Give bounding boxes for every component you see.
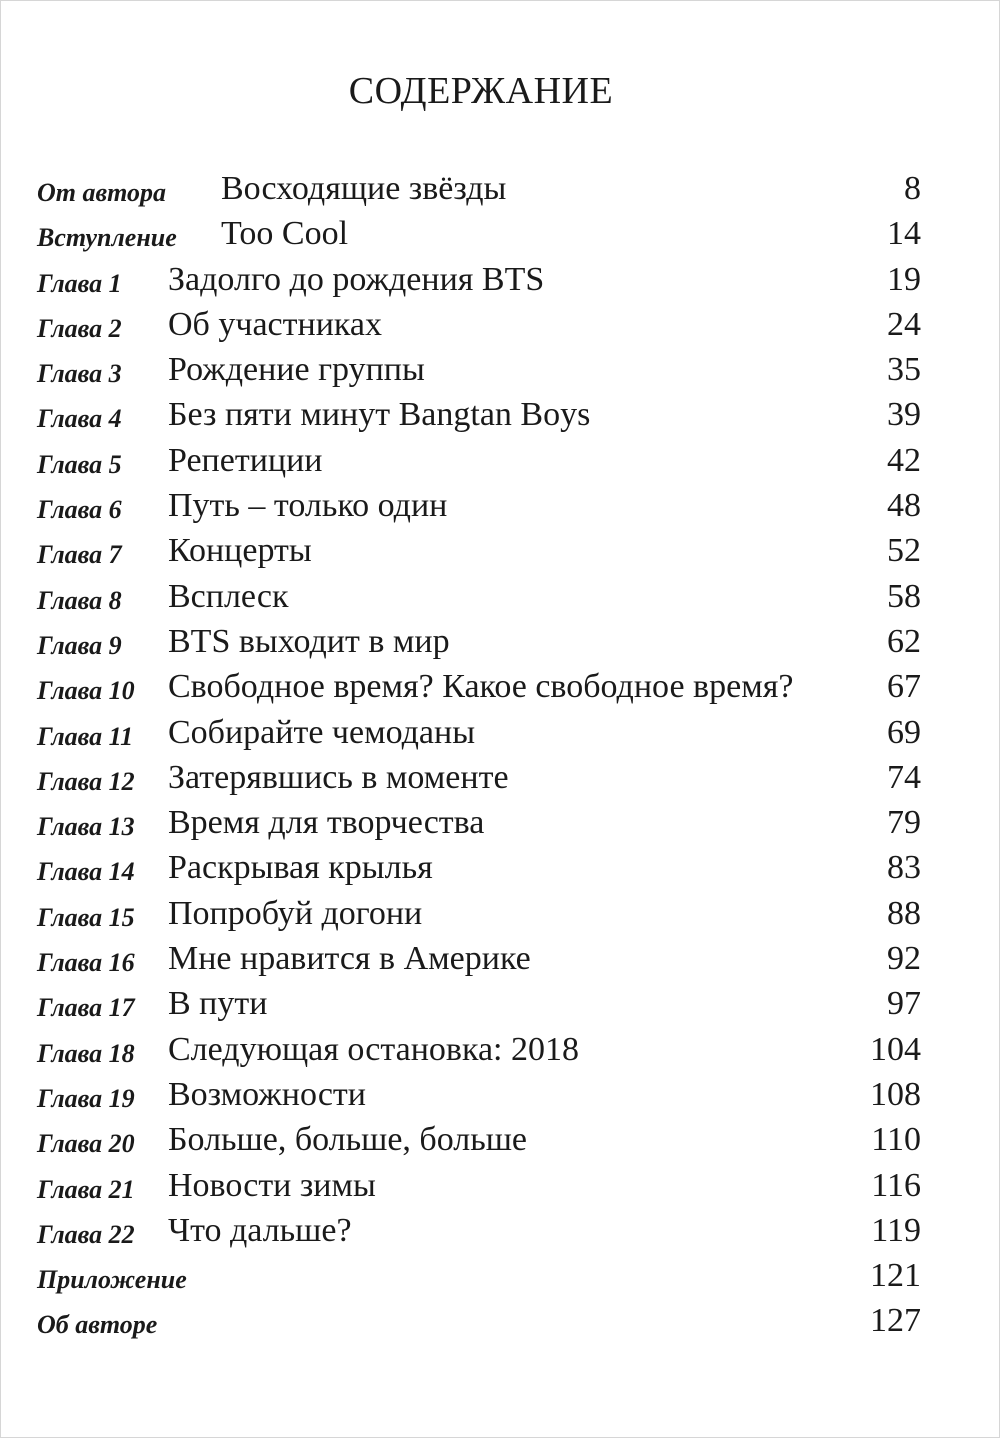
toc-entry-page: 8	[904, 170, 921, 207]
toc-entry-title: Восходящие звёзды	[221, 170, 507, 207]
toc-entry-label: Глава 16	[37, 948, 135, 978]
toc-entry-page: 19	[887, 260, 921, 298]
toc-entry	[37, 1299, 921, 1344]
toc-entry-page: 58	[887, 577, 921, 615]
toc-entry-page: 119	[871, 1211, 921, 1249]
toc-entry-page: 74	[887, 758, 921, 796]
toc-entry-title: Задолго до рождения BTS	[168, 260, 545, 298]
toc-entry-page: 52	[887, 532, 921, 570]
toc-entry-title: Новости зимы	[168, 1166, 376, 1204]
toc-entry	[37, 937, 921, 982]
toc-entry	[37, 1118, 921, 1163]
toc-entry-label: Глава 9	[37, 630, 122, 660]
toc-entry	[37, 1209, 921, 1254]
toc-entry-page: 48	[887, 487, 921, 525]
toc-entry	[37, 1254, 921, 1299]
toc-entry	[37, 439, 921, 484]
toc-entry-page: 83	[887, 849, 921, 887]
toc-entry-page: 121	[870, 1257, 921, 1295]
toc-entry-page: 79	[887, 804, 921, 842]
toc-entry-label: Глава 11	[37, 721, 134, 751]
toc-entry-page: 92	[887, 940, 921, 978]
toc-entry-page: 97	[887, 985, 921, 1023]
toc-entry-title: Путь – только один	[168, 487, 448, 525]
page-title: СОДЕРЖАНИЕ	[348, 70, 614, 112]
toc-entry-title: Свободное время? Какое свободное время?	[168, 668, 794, 706]
toc-entry-title: Всплеск	[168, 577, 289, 615]
toc-entry-label: Глава 10	[37, 676, 135, 706]
toc-entry-page: 14	[887, 215, 921, 253]
toc-entry-title: Время для творчества	[168, 804, 485, 842]
toc-entry-label: Глава 4	[37, 404, 122, 434]
toc-entry-label: Глава 7	[37, 540, 122, 570]
toc-entry-title: Затерявшись в моменте	[168, 758, 509, 796]
toc-entry-page: 69	[887, 713, 921, 751]
toc-entry-label: Об авторе	[37, 1310, 158, 1340]
toc-entry-title: Что дальше?	[168, 1211, 352, 1249]
toc-entry	[37, 892, 921, 937]
toc-entry-label: Глава 6	[37, 495, 122, 525]
toc-entry-label: От автора	[37, 178, 166, 207]
toc-entry-page: 35	[887, 351, 921, 389]
toc-entry-label: Глава 3	[37, 359, 122, 389]
toc-entry-title: Возможности	[168, 1075, 366, 1113]
toc-entry-title: Следующая остановка: 2018	[168, 1030, 579, 1068]
toc-entry	[37, 303, 921, 348]
toc-entry-title: Собирайте чемоданы	[168, 713, 476, 751]
toc-entry-label: Глава 13	[37, 812, 135, 842]
toc-entry-page: 67	[887, 668, 921, 706]
toc-entry	[37, 167, 921, 212]
toc-entry	[37, 348, 921, 393]
toc-entry-title: Рождение группы	[168, 351, 425, 389]
toc-entry	[37, 756, 921, 801]
toc-entry	[37, 1073, 921, 1118]
toc-entry-page: 104	[870, 1030, 921, 1068]
toc-entry-page: 62	[887, 622, 921, 660]
toc-entry-title: Попробуй догони	[168, 894, 423, 932]
toc-entry-label: Глава 20	[37, 1129, 135, 1159]
toc-entry	[37, 258, 921, 303]
toc-entry	[37, 212, 921, 257]
toc-entry-title: Больше, больше, больше	[168, 1121, 528, 1159]
toc-entry-label: Глава 18	[37, 1038, 135, 1068]
toc-entry-page: 42	[887, 441, 921, 479]
toc-entry-page: 108	[870, 1075, 921, 1113]
toc-entry-title: В пути	[168, 985, 268, 1023]
toc-entry-page: 24	[887, 305, 921, 343]
toc-entry	[37, 393, 921, 438]
toc-entry-label: Глава 5	[37, 449, 122, 479]
toc-entry-label: Вступление	[37, 223, 177, 253]
toc-entry-page: 127	[870, 1302, 921, 1340]
toc-entry-page: 116	[871, 1166, 921, 1204]
toc-entry-title: Об участниках	[168, 305, 382, 343]
toc-entry	[37, 711, 921, 756]
toc-entry-label: Глава 1	[37, 268, 122, 298]
toc-entry-label: Глава 8	[37, 585, 122, 615]
toc-entry	[37, 529, 921, 574]
toc-entry-title: Без пяти минут Bangtan Boys	[168, 396, 591, 434]
toc-entry-title: Too Cool	[221, 215, 349, 253]
toc-entry	[37, 484, 921, 529]
toc-entry	[37, 620, 921, 665]
toc-entry-title: Мне нравится в Америке	[168, 940, 531, 978]
toc-entry-label: Глава 17	[37, 993, 135, 1023]
toc-entry-title: Репетиции	[168, 441, 323, 479]
toc-entry-label: Глава 21	[37, 1174, 135, 1204]
toc-entry	[37, 846, 921, 891]
toc-entry-title: BTS выходит в мир	[168, 622, 450, 660]
toc-entry	[37, 982, 921, 1027]
toc-entry	[37, 575, 921, 620]
toc-entry	[37, 1028, 921, 1073]
toc-entry-label: Глава 12	[37, 766, 135, 796]
toc-entry	[37, 801, 921, 846]
toc-entry-label: Глава 2	[37, 313, 122, 343]
toc-entry-title: Концерты	[168, 532, 312, 570]
table-of-contents	[37, 167, 921, 1345]
toc-entry	[37, 665, 921, 710]
toc-entry-page: 110	[871, 1121, 921, 1159]
toc-entry-page: 39	[887, 396, 921, 434]
toc-entry-label: Глава 22	[37, 1219, 135, 1249]
toc-entry-label: Глава 15	[37, 902, 135, 932]
toc-entry-label: Приложение	[37, 1265, 187, 1295]
toc-entry-title: Раскрывая крылья	[168, 849, 433, 887]
toc-entry-label: Глава 19	[37, 1083, 135, 1113]
toc-entry-page: 88	[887, 894, 921, 932]
toc-entry-label: Глава 14	[37, 857, 135, 887]
toc-entry	[37, 1164, 921, 1209]
